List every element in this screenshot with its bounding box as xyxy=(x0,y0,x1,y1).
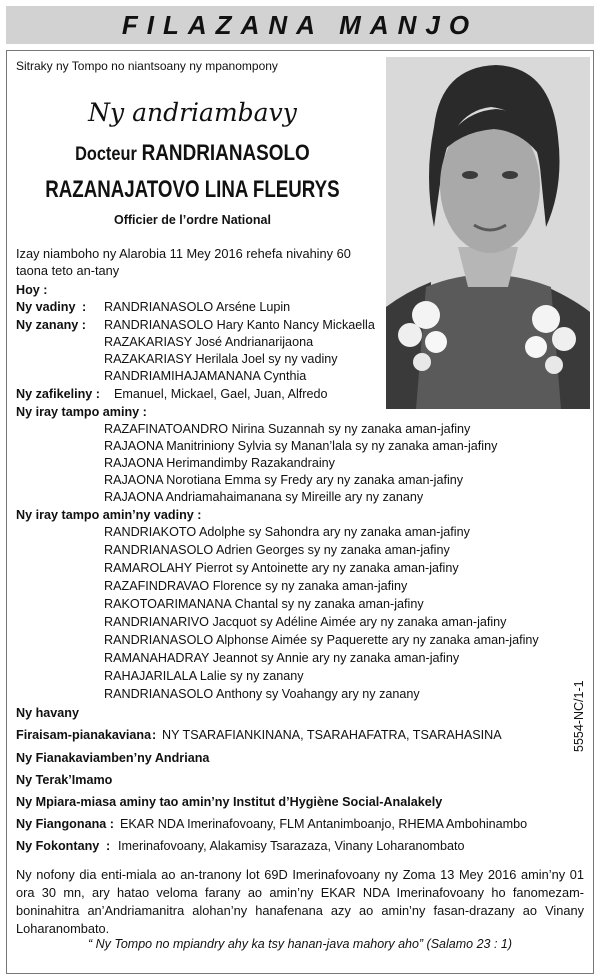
bible-quote: “ Ny Tompo no mpiandry ahy ka tsy hanan-java mahory aho” (Salamo 23 : 1) xyxy=(87,937,513,951)
deceased-prefix: Docteur xyxy=(75,144,137,165)
tampo-aminy-label: Ny iray tampo aminy : xyxy=(16,405,147,419)
zafikeliny-label: Ny zafikeliny : xyxy=(16,387,100,401)
deceased-name-line2: RAZANAJATOVO LINA FLEURYS xyxy=(45,176,340,203)
notice-title: FILAZANA MANJO xyxy=(121,9,479,40)
list-item: RAHAJARILALA Lalie sy ny zanany xyxy=(104,669,304,683)
list-item: RAZAKARIASY José Andrianarijaona xyxy=(104,335,314,349)
vadiny-colon: : xyxy=(82,300,87,314)
zanany-label: Ny zanany : xyxy=(16,318,86,332)
deceased-honour: Officier de l’ordre National xyxy=(114,213,271,227)
list-item: RANDRIAKOTO Adolphe sy Sahondra ary ny zanaka aman-jafiny xyxy=(104,525,470,539)
reference-code: 5554-NC/1-1 xyxy=(572,680,586,752)
firaisam-colon: : xyxy=(152,728,157,742)
list-item: RAZAKARIASY Herilala Joel sy ny vadiny xyxy=(104,352,338,366)
list-item: RANDRIANARIVO Jacquot sy Adéline Aimée ary ny zanaka aman-jafiny xyxy=(104,615,507,629)
fianakaviamben-label: Ny Fianakaviamben’ny Andriana xyxy=(16,751,210,765)
zafikeliny-value: Emanuel, Mickael, Gael, Juan, Alfredo xyxy=(114,387,328,401)
deceased-title: Ny andriambavy xyxy=(88,98,297,127)
list-item: RANDRIANASOLO Hary Kanto Nancy Mickaella xyxy=(104,318,375,332)
list-item: RAZAFINATOANDRO Nirina Suzannah sy ny zanaka aman-jafiny xyxy=(104,422,471,436)
list-item: RAMAROLAHY Pierrot sy Antoinette ary ny zanaka aman-jafiny xyxy=(104,561,459,575)
firaisam-value: NY TSARAFIANKINANA, TSARAHAFATRA, TSARAHASINA xyxy=(162,728,502,742)
fokontany-label: Ny Fokontany xyxy=(16,839,100,853)
list-item: RAJAONA Andriamahaimanana sy Mireille ary ny zanany xyxy=(104,490,424,504)
closing-paragraph: Ny nofony dia enti-miala ao an-tranony lot 69D Imerinafovoany ny Zoma 13 Mey 2016 amin’ny 01 ora 30 mn, ary hatao veloma farany ao amin’ny EKAR NDA Imerinafovoany ho fanomezam-boninahitra an’Andriamanitra alohan’ny hanafenana azy ao amin’ny fasan-drazany ao Vinany Loharanombato. xyxy=(16,867,584,936)
list-item: RANDRIANASOLO Alphonse Aimée sy Paquerette ary ny zanaka aman-jafiny xyxy=(104,633,539,647)
tampo-vadiny-label: Ny iray tampo amin’ny vadiny : xyxy=(16,508,202,522)
portrait-illustration xyxy=(386,57,590,409)
fokontany-colon: : xyxy=(106,839,111,853)
terak-label: Ny Terak’Imamo xyxy=(16,773,113,787)
list-item: RAZAFINDRAVAO Florence sy ny zanaka aman-jafiny xyxy=(104,579,408,593)
list-item: RAKOTOARIMANANA Chantal sy ny zanaka aman-jafiny xyxy=(104,597,424,611)
list-item: RAJAONA Norotiana Emma sy Fredy ary ny zanaka aman-jafiny xyxy=(104,473,464,487)
subheader-text: Sitraky ny Tompo no niantsoany ny mpanompony xyxy=(16,59,278,73)
list-item: RAJAONA Herimandimby Razakandrainy xyxy=(104,456,335,470)
deceased-surname: RANDRIANASOLO xyxy=(141,140,310,165)
vadiny-label: Ny vadiny xyxy=(16,300,76,314)
fiangonana-label: Ny Fiangonana : xyxy=(16,817,114,831)
list-item: RANDRIANASOLO Adrien Georges sy ny zanaka aman-jafiny xyxy=(104,543,450,557)
fokontany-value: Imerinafovoany, Alakamisy Tsarazaza, Vinany Loharanombato xyxy=(118,839,465,853)
firaisam-label: Firaisam-pianakaviana xyxy=(16,728,152,742)
deceased-name-line1 xyxy=(27,141,358,167)
list-item: RANDRIANASOLO Anthony sy Voahangy ary ny zanany xyxy=(104,687,420,701)
vadiny-value: RANDRIANASOLO Arséne Lupin xyxy=(104,300,291,314)
list-item: RAJAONA Manitriniony Sylvia sy Manan’lala sy ny zanaka aman-jafiny xyxy=(104,439,498,453)
havany-label: Ny havany xyxy=(16,706,79,720)
fiangonana-value: EKAR NDA Imerinafovoany, FLM Antanimboanjo, RHEMA Ambohinambo xyxy=(120,817,528,831)
mpiara-miasa-label: Ny Mpiara-miasa aminy tao amin’ny Institut d’Hygiène Social-Analakely xyxy=(16,795,443,809)
intro-paragraph: Izay niamboho ny Alarobia 11 Mey 2016 rehefa nivahiny 60 taona teto an-tany xyxy=(16,246,351,278)
portrait-photo xyxy=(386,57,590,409)
list-item: RANDRIAMIHAJAMANANA Cynthia xyxy=(104,369,307,383)
list-item: RAMANAHADRAY Jeannot sy Annie ary ny zanaka aman-jafiny xyxy=(104,651,460,665)
notice-header-bar xyxy=(6,6,594,44)
hoy-label: Hoy : xyxy=(16,283,48,297)
